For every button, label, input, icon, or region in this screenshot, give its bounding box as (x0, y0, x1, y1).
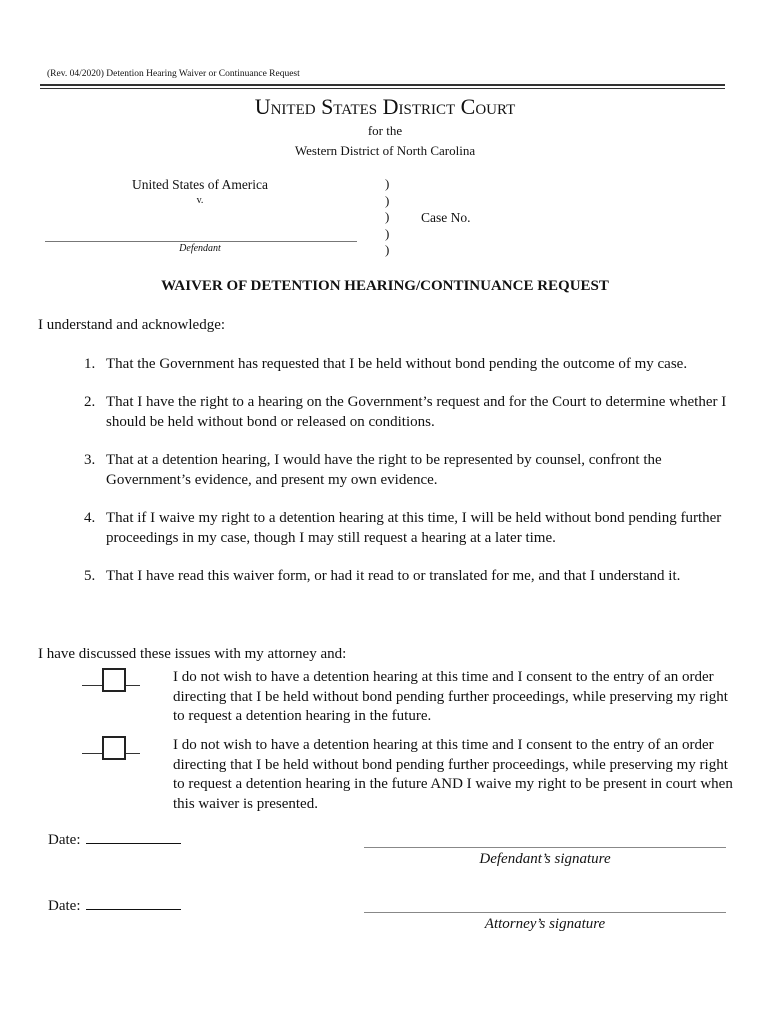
paren: ) (385, 242, 390, 257)
paren: ) (385, 209, 390, 224)
list-item (84, 508, 734, 548)
option-2-text: I do not wish to have a detention hearing at this time and I consent to the entry of an order directing that I be held without bond pending further proceedings, while preserving my right to request a detention hearing in the future AND I waive my right to be present in court when this waiver is presented. (173, 737, 733, 812)
list-item (84, 354, 734, 374)
court-title: United States District Court (254, 94, 516, 119)
item-text: That if I waive my right to a detention hearing at this time, I will be held without bond pending further proceedings in my case, though I may still request a hearing at a later time. (106, 510, 722, 546)
date-label: Date: (48, 898, 81, 914)
document-heading: WAIVER OF DETENTION HEARING/CONTINUANCE REQUEST (161, 278, 609, 294)
item-text: That the Government has requested that I be held without bond pending the outcome of my case. (106, 356, 688, 372)
list-item (84, 392, 734, 432)
defendant-signature-label: Defendant’s signature (479, 851, 611, 867)
option-1-checkbox[interactable] (102, 668, 126, 692)
paren: ) (385, 225, 390, 241)
option-2-checkbox[interactable] (102, 736, 126, 760)
item-number: 3. (84, 452, 96, 468)
date-label: Date: (48, 832, 81, 848)
defendant-signature-field[interactable] (364, 847, 726, 848)
attorney-date-row (48, 896, 181, 915)
list-item (84, 566, 734, 586)
list-item (84, 450, 734, 490)
attorney-signature-field[interactable] (364, 912, 726, 913)
case-no-label: Case No. (421, 210, 471, 225)
defendant-label: Defendant (179, 243, 221, 254)
item-number: 5. (84, 568, 96, 584)
caption-parens (385, 176, 389, 259)
acknowledgement-list (84, 354, 734, 586)
plaintiff-name: United States of America (131, 177, 269, 192)
defendant-date-row (48, 830, 181, 849)
district-name: Western District of North Carolina (294, 143, 476, 158)
intro-text: I understand and acknowledge: (38, 317, 226, 333)
item-number: 2. (84, 394, 96, 410)
attorney-signature-label: Attorney’s signature (484, 916, 606, 932)
item-number: 4. (84, 510, 96, 526)
paren: ) (385, 192, 390, 208)
item-text: That at a detention hearing, I would have the right to be represented by counsel, confront the Government’s evidence, and present my own evidence. (106, 452, 662, 488)
option-1-text: I do not wish to have a detention hearing at this time and I consent to the entry of an order directing that I be held without bond pending further proceedings, while preserving my right to request a detention hearing in the future. (173, 669, 728, 725)
defendant-date-field[interactable] (86, 830, 181, 844)
discussed-text: I have discussed these issues with my attorney and: (38, 646, 347, 662)
paren: ) (385, 176, 390, 191)
defendant-name-field[interactable] (45, 241, 357, 242)
item-text: That I have the right to a hearing on the Government’s request and for the Court to determine whether I should be held without bond or released on conditions. (106, 394, 727, 430)
versus-text: v. (196, 195, 204, 206)
for-the-text: for the (367, 123, 403, 138)
attorney-date-field[interactable] (86, 896, 181, 910)
item-text: That I have read this waiver form, or had it read to or translated for me, and that I understand it. (106, 568, 681, 584)
item-number: 1. (84, 356, 96, 372)
revision-note: (Rev. 04/2020) Detention Hearing Waiver or Continuance Request (47, 69, 300, 79)
header-rule-thin (40, 88, 725, 89)
header-rule-thick (40, 84, 725, 86)
